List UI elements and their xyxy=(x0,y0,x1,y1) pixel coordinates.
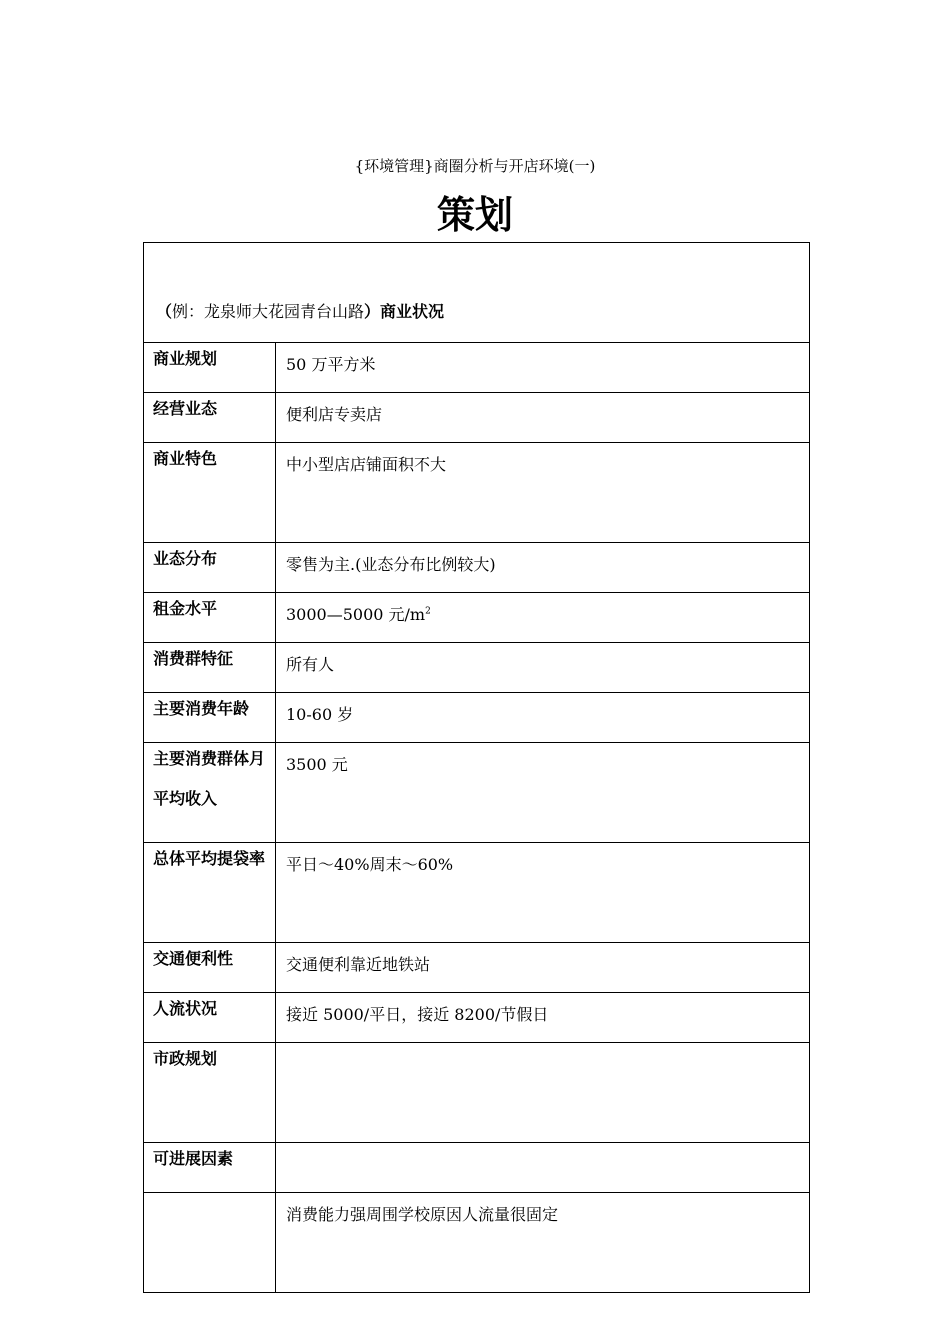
rent-unit-superscript: 2 xyxy=(425,606,431,617)
table-row xyxy=(144,543,810,593)
row-label-development-factors: 可进展因素 xyxy=(144,1143,276,1193)
table-row xyxy=(144,343,810,393)
rent-value-text: 3000—5000 元/m xyxy=(286,605,426,624)
row-label-monthly-income: 主要消费群体月平均收入 xyxy=(144,743,276,843)
row-value-rent-level xyxy=(276,593,810,643)
header-close-paren: ） xyxy=(364,302,381,321)
header-example-location: 例：龙泉师大花园青台山路 xyxy=(172,302,365,321)
table-row xyxy=(144,743,810,843)
row-value-municipal-planning xyxy=(276,1043,810,1143)
table-row xyxy=(144,1143,810,1193)
row-label-commercial-planning: 商业规划 xyxy=(144,343,276,393)
table-row xyxy=(144,693,810,743)
header-open-paren: （ xyxy=(156,302,173,321)
table-row xyxy=(144,393,810,443)
row-label-consumer-characteristics: 消费群特征 xyxy=(144,643,276,693)
table-row xyxy=(144,1043,810,1143)
row-value-bag-rate: 平日～40%周末～60% xyxy=(276,843,810,943)
table-row xyxy=(144,443,810,543)
table-row xyxy=(144,1193,810,1293)
row-value-development-factors xyxy=(276,1143,810,1193)
header-suffix: 商业状况 xyxy=(380,302,445,321)
row-value-consumer-characteristics: 所有人 xyxy=(276,643,810,693)
table-row xyxy=(144,843,810,943)
row-label-foot-traffic: 人流状况 xyxy=(144,993,276,1043)
row-value-main-consumer-age: 10-60 岁 xyxy=(276,693,810,743)
row-label-business-format: 经营业态 xyxy=(144,393,276,443)
row-value-transport-convenience: 交通便利靠近地铁站 xyxy=(276,943,810,993)
business-status-table xyxy=(143,242,810,1293)
row-label-commercial-features: 商业特色 xyxy=(144,443,276,543)
row-label-municipal-planning: 市政规划 xyxy=(144,1043,276,1143)
document-subtitle: {环境管理}商圈分析与开店环境(一) xyxy=(354,157,596,175)
row-value-commercial-features: 中小型店店铺面积不大 xyxy=(276,443,810,543)
row-value-foot-traffic: 接近 5000/平日，接近 8200/节假日 xyxy=(276,993,810,1043)
row-value-format-distribution: 零售为主.(业态分布比例较大) xyxy=(276,543,810,593)
row-label-transport-convenience: 交通便利性 xyxy=(144,943,276,993)
row-value-monthly-income: 3500 元 xyxy=(276,743,810,843)
row-label-bag-rate: 总体平均提袋率 xyxy=(144,843,276,943)
row-value-notes: 消费能力强周围学校原因人流量很固定 xyxy=(276,1193,810,1293)
row-label-main-consumer-age: 主要消费年龄 xyxy=(144,693,276,743)
row-label-rent-level: 租金水平 xyxy=(144,593,276,643)
table-row xyxy=(144,593,810,643)
row-value-commercial-planning: 50 万平方米 xyxy=(276,343,810,393)
row-label-format-distribution: 业态分布 xyxy=(144,543,276,593)
document-title: 策划 xyxy=(436,193,513,237)
table-row xyxy=(144,943,810,993)
table-row xyxy=(144,643,810,693)
row-value-business-format: 便利店专卖店 xyxy=(276,393,810,443)
table-row xyxy=(144,993,810,1043)
table-header-row xyxy=(144,243,810,343)
row-label-notes xyxy=(144,1193,276,1293)
table-header-cell xyxy=(144,243,810,343)
